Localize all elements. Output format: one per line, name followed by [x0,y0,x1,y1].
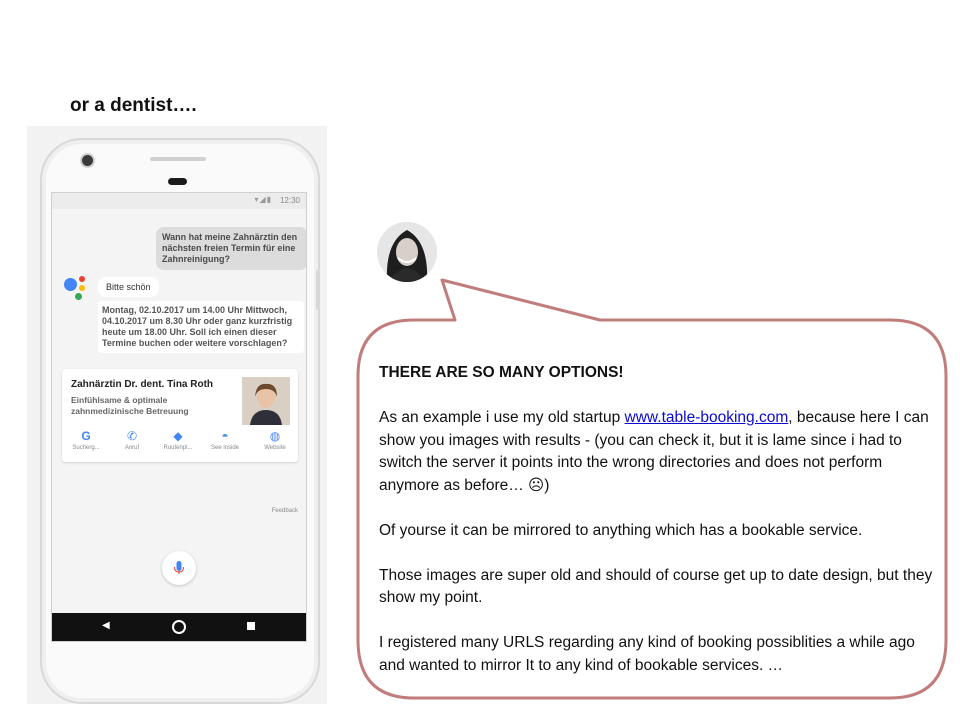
feedback-link[interactable]: Feedback [271,508,298,514]
phone-icon: ✆ [126,429,138,443]
action-call-label: Anruf [124,445,140,451]
action-search-label: Sucherg... [72,445,100,451]
dentist-card-subtitle: Einfühlsame & optimale zahnmedizinische Betreuung [71,395,189,416]
action-see-inside-label: See inside [210,445,240,451]
directions-icon: ◆ [173,429,183,443]
action-directions-label: Routenpl... [163,445,193,451]
callout-paragraph-2: Of yourse it can be mirrored to anything which has a bookable service. [379,521,863,539]
action-see-inside[interactable] [205,429,245,451]
action-directions[interactable] [158,429,198,451]
mic-icon [162,551,196,585]
callout-p1-after: , because here I can show you images with results - (you can check it, but it is lame since i had to switch the server it points into the wrong directories and does not perform anymore as before… ☹) [379,409,929,494]
phone-speaker [150,157,206,161]
google-assistant-icon [62,274,90,302]
callout-paragraph-4: I registered many URLS regarding any kind of booking possiblities a while ago and wanted to mirror It to any kind of bookable services. … [379,634,915,674]
callout-paragraph-3: Those images are super old and should of course get up to date design, but they show my point. [379,566,933,606]
home-icon[interactable] [172,620,186,634]
startup-link[interactable]: www.table-booking.com [624,409,789,426]
callout-heading: THERE ARE SO MANY OPTIONS! [379,364,624,381]
globe-icon: ◍ [269,429,281,443]
action-search[interactable] [66,429,106,451]
mic-button[interactable] [162,551,196,585]
back-icon[interactable]: ◀ [102,620,110,631]
phone-camera [82,155,93,166]
google-icon: G [81,429,91,443]
dentist-card-title: Zahnärztin Dr. dent. Tina Roth [71,379,214,390]
phone-side-button [316,270,319,310]
action-website-label: Website [264,445,286,451]
status-time: 12:30 [279,196,300,205]
dentist-card[interactable] [62,369,298,462]
status-bar [52,193,306,209]
card-actions [62,429,298,459]
street-view-icon: ◓ [221,429,229,443]
appointment-options-bubble: Montag, 02.10.2017 um 14.00 Uhr Mittwoch, 04.10.2017 um 8.30 Uhr oder ganz kurzfristig heute um 18.00 Uhr. Soll ich einen dieser Termine buchen oder weitere vorschlagen? [98,301,304,353]
status-icons: ▾◢▮ [254,195,272,204]
action-call[interactable] [112,429,152,451]
assistant-reply-bubble: Bitte schön [98,277,159,297]
recent-apps-icon[interactable] [247,622,255,630]
assistant-dot-green [75,293,82,300]
callout-paragraph-1 [379,407,934,497]
phone-sensor [168,178,187,185]
user-query-bubble: Wann hat meine Zahnärztin den nächsten freien Termin für eine Zahnreinigung? [156,227,307,270]
dentist-photo [242,377,290,425]
slide-title: or a dentist…. [70,95,197,116]
action-website[interactable] [255,429,295,451]
callout-text [379,362,934,677]
assistant-dot-blue [64,278,77,291]
phone-screen [51,192,307,642]
assistant-dot-yellow [79,285,85,291]
assistant-dot-red [79,276,85,282]
navigation-bar [52,613,306,641]
callout-p1-before: As an example i use my old startup [379,409,625,426]
